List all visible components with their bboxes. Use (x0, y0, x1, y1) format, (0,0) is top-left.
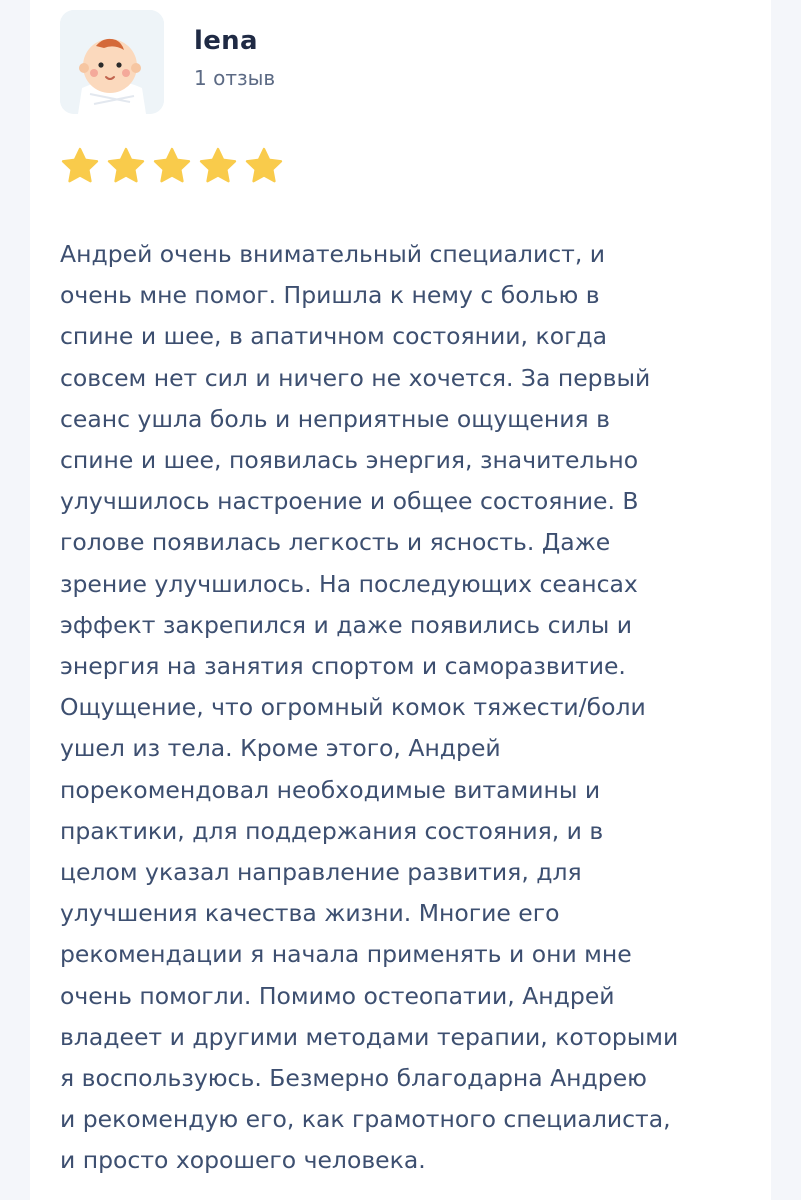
review-count: 1 отзыв (194, 66, 276, 90)
star-icon (152, 146, 192, 186)
review-text: Андрей очень внимательный специалист, и очень мне помог. Пришла к нему с болью в спине и шее, в апатичном состоянии, когда совсем нет сил и ничего не хочется. За первый сеанс ушла боль и неприятные ощущения в спине и шее, появилась энергия, значительно улучшилось настроение и общее состояние. В голове появилась легкость и ясность. Даже зрение улучшилось. На последующих сеансах эффект закрепился и даже появились силы и энергия на занятия спортом и саморазвитие. Ощущение, что огромный комок тяжести/боли ушел из тела. Кроме этого, Андрей порекомендовал необходимые витамины и практики, для поддержания состояния, и в целом указал направление развития, для улучшения качества жизни. Многие его рекомендации я начала применять и они мне очень помогли. Помимо остеопатии, Андрей владеет и другими методами терапии, которыми я воспользуюсь. Безмерно благодарна Андрею и рекомендую его, как грамотного специалиста, и просто хорошего человека. (60, 240, 679, 1175)
review-card (30, 0, 771, 1200)
reviewer-name[interactable]: lena (194, 26, 258, 56)
star-icon (60, 146, 100, 186)
star-icon (198, 146, 238, 186)
baby-face-avatar-icon (60, 10, 164, 114)
avatar[interactable] (60, 10, 164, 114)
star-icon (106, 146, 146, 186)
star-rating (60, 146, 284, 186)
star-icon (244, 146, 284, 186)
